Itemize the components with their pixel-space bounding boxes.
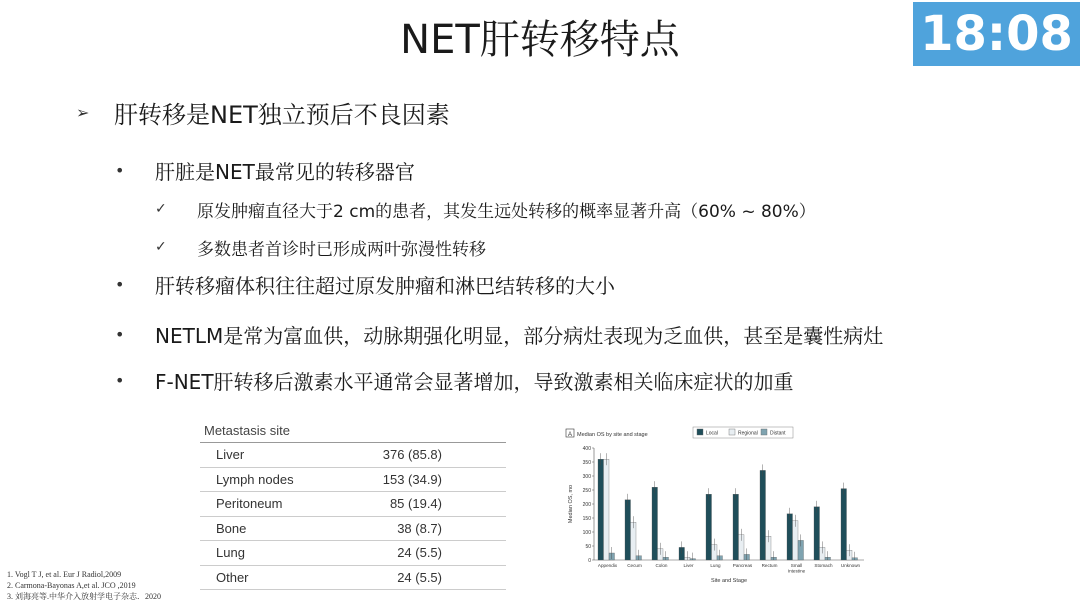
dot-bullet-icon: • xyxy=(115,274,125,294)
bar xyxy=(814,507,820,560)
legend-swatch xyxy=(697,429,703,435)
metastasis-table xyxy=(200,420,506,590)
y-tick-label: 50 xyxy=(585,543,591,550)
y-tick-label: 400 xyxy=(582,445,591,452)
bullet-item xyxy=(115,157,415,183)
y-tick-label: 250 xyxy=(582,487,591,494)
y-tick-label: 150 xyxy=(582,515,591,522)
x-tick-label: Liver xyxy=(683,563,694,568)
bar xyxy=(841,489,847,560)
site-cell: Liver xyxy=(216,447,245,463)
table-row xyxy=(200,492,506,517)
median-os-chart xyxy=(562,426,870,586)
site-cell: Lymph nodes xyxy=(216,471,294,487)
y-tick-label: 350 xyxy=(582,459,591,466)
y-tick-label: 0 xyxy=(588,557,591,564)
reference-1: 1. Vogl T J, et al. Eur J Radiol,2009 xyxy=(7,570,122,579)
x-tick-label: Rectum xyxy=(761,563,778,568)
dot-bullet-icon: • xyxy=(115,160,125,180)
references xyxy=(7,569,161,602)
bullet-item xyxy=(155,235,486,259)
bar xyxy=(652,487,658,560)
x-tick-label: Unknown xyxy=(840,563,861,568)
bullet-text: 肝转移是NET独立预后不良因素 xyxy=(114,100,450,129)
table-row xyxy=(200,443,506,468)
value-cell: 24 (5.5) xyxy=(397,545,442,561)
slide-title: NET肝转移特点 xyxy=(400,17,680,63)
legend-swatch xyxy=(729,429,735,435)
value-cell: 85 (19.4) xyxy=(389,496,442,512)
legend-label: Distant xyxy=(770,430,786,437)
table-row xyxy=(200,517,506,542)
x-tick-label: Intestine xyxy=(787,568,806,574)
bullet-text: 肝脏是NET最常见的转移器官 xyxy=(155,159,415,184)
panel-label: A xyxy=(567,432,573,438)
x-tick-label: Appendix xyxy=(597,563,618,568)
value-cell: 153 (34.9) xyxy=(382,471,442,487)
legend-swatch xyxy=(761,429,767,435)
bullet-item xyxy=(115,321,883,347)
site-cell: Bone xyxy=(216,520,247,536)
bullet-item xyxy=(115,271,615,297)
checkmark-icon: ✓ xyxy=(155,201,167,217)
legend-label: Local xyxy=(706,430,718,437)
value-cell: 24 (5.5) xyxy=(397,569,442,585)
y-axis-label: Median OS, mo xyxy=(568,484,574,524)
x-tick-label: Lung xyxy=(710,563,721,568)
bullet-text: NETLM是常为富血供，动脉期强化明显，部分病灶表现为乏血供，甚至是囊性病灶 xyxy=(155,323,884,348)
bullet-text: 肝转移瘤体积往往超过原发肿瘤和淋巴结转移的大小 xyxy=(155,273,615,298)
dot-bullet-icon: • xyxy=(115,324,125,344)
y-tick-label: 300 xyxy=(582,473,591,480)
reference-2: 2. Carmona-Bayonas A,et al. JCO ,2019 xyxy=(7,581,136,590)
bar xyxy=(787,514,793,560)
bullet-item xyxy=(76,97,450,127)
table-row xyxy=(200,566,506,591)
x-tick-label: Small xyxy=(790,563,803,568)
legend-label: Regional xyxy=(738,430,758,437)
site-cell: Lung xyxy=(216,545,245,561)
bullet-text: 多数患者首诊时已形成两叶弥漫性转移 xyxy=(197,239,486,260)
bullet-text: 原发肿瘤直径大于2 cm的患者，其发生远处转移的概率显著升高（60% ~ 80%） xyxy=(197,201,816,222)
y-tick-label: 200 xyxy=(582,501,591,508)
bullet-text: F-NET肝转移后激素水平通常会显著增加，导致激素相关临床症状的加重 xyxy=(155,369,794,394)
bar xyxy=(760,470,766,560)
site-cell: Other xyxy=(216,569,249,585)
x-tick-label: Stomach xyxy=(814,563,833,568)
y-tick-label: 100 xyxy=(582,529,591,536)
chart-title: Median OS by site and stage xyxy=(577,432,648,438)
bullet-item xyxy=(115,367,794,393)
arrow-bullet-icon: ➢ xyxy=(76,102,90,122)
table-header: Metastasis site xyxy=(200,420,506,443)
table-body xyxy=(200,443,506,590)
table-row xyxy=(200,541,506,566)
site-cell: Peritoneum xyxy=(216,496,283,512)
reference-3: 3. 刘海亮等.中华介入放射学电子杂志．2020 xyxy=(7,592,161,601)
bar xyxy=(733,494,739,560)
x-tick-label: Colon xyxy=(655,563,668,568)
bar xyxy=(625,500,631,560)
table-row xyxy=(200,468,506,493)
x-tick-label: Cecum xyxy=(627,563,642,568)
bullet-item xyxy=(155,197,816,221)
value-cell: 38 (8.7) xyxy=(397,520,442,536)
x-axis-label: Site and Stage xyxy=(710,578,748,584)
bar xyxy=(604,459,610,560)
checkmark-icon: ✓ xyxy=(155,239,167,255)
bar xyxy=(598,459,604,560)
chart-svg xyxy=(562,426,870,586)
value-cell: 376 (85.8) xyxy=(382,447,442,463)
dot-bullet-icon: • xyxy=(115,370,125,390)
x-tick-label: Pancreas xyxy=(732,563,753,568)
bar xyxy=(706,494,712,560)
timer-display: 18:08 xyxy=(913,2,1080,66)
